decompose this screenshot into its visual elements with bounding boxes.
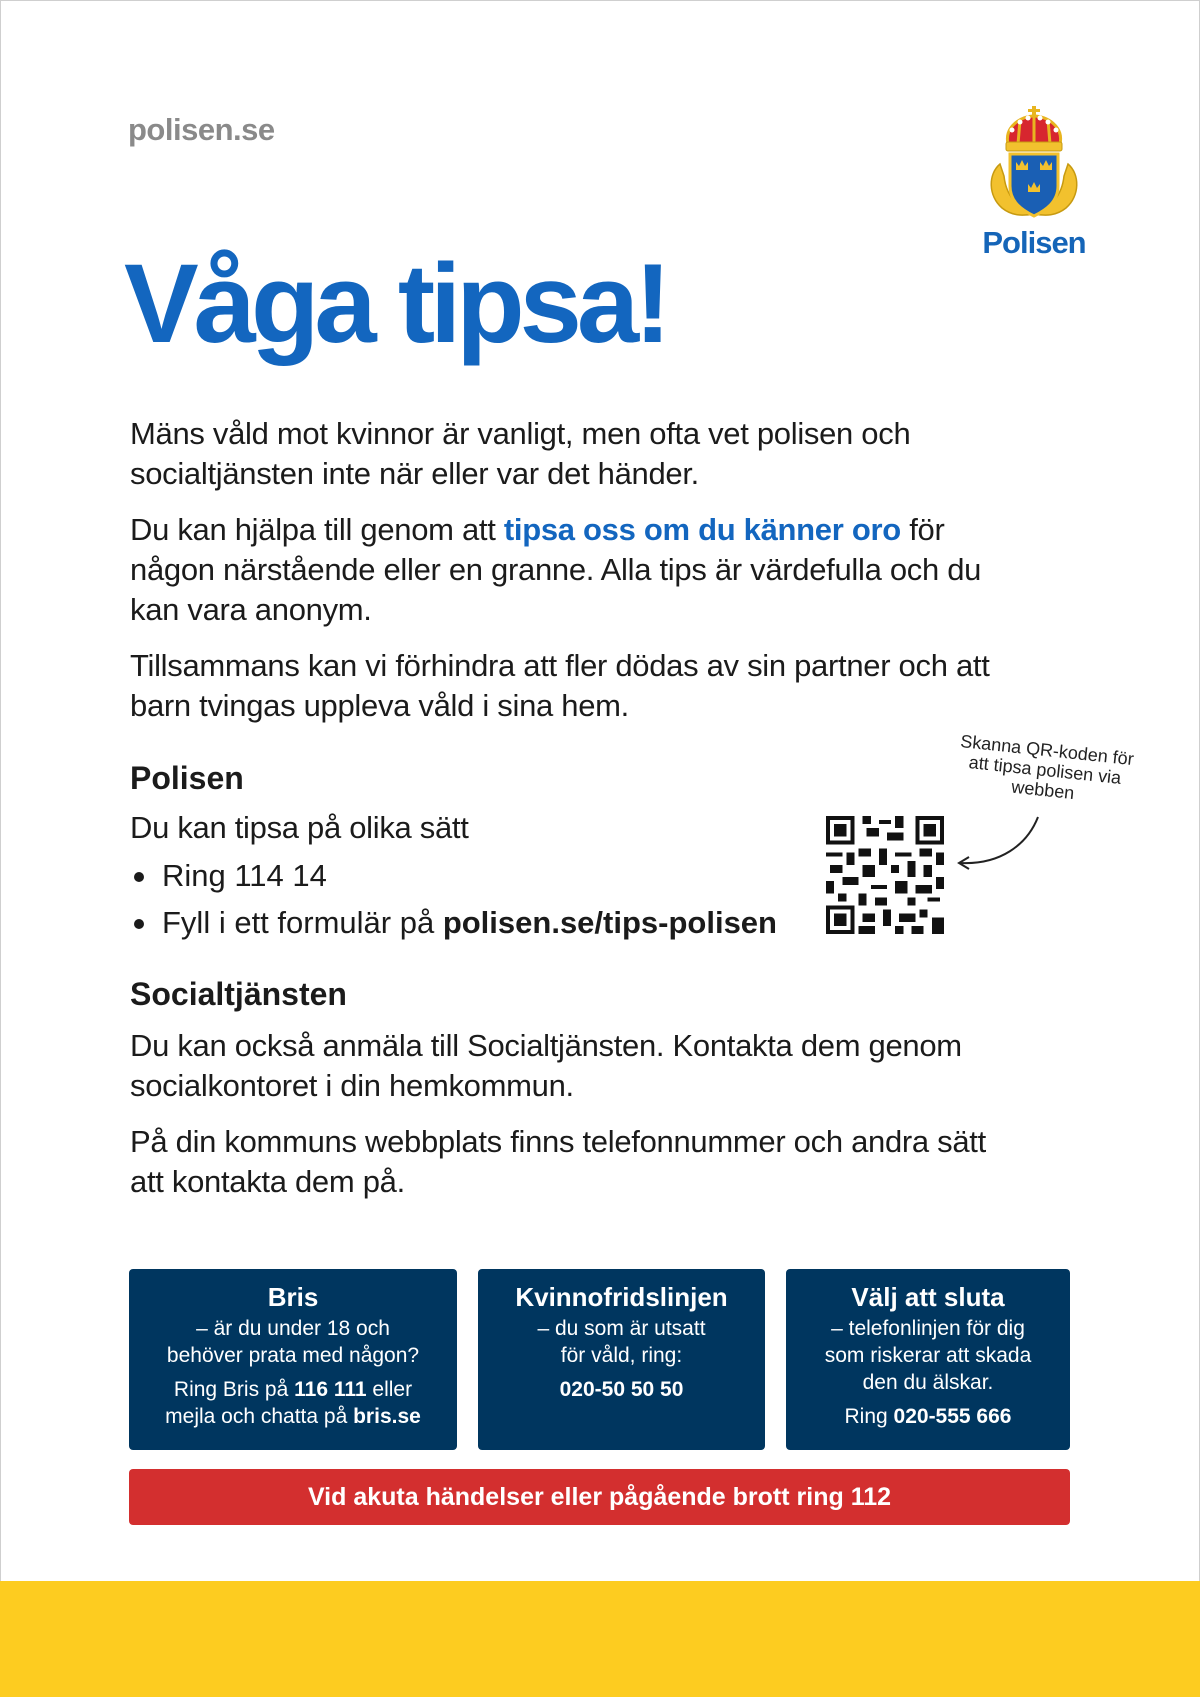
card-valj-att-sluta-line-2: som riskerar att skada xyxy=(824,1344,1032,1367)
card-valj-att-sluta-line-3: den du älskar. xyxy=(862,1371,994,1394)
polisen-bullet-list xyxy=(130,852,777,946)
card-valj-att-sluta-title: Välj att sluta xyxy=(851,1282,1005,1312)
socialtjansten-paragraph-2: På din kommuns webbplats finns telefonnummer och andra sätt att kontakta dem på. xyxy=(130,1124,986,1199)
card-kvinnofridslinjen-line-1: – du som är utsatt xyxy=(537,1317,706,1340)
polisen-logo xyxy=(974,104,1094,261)
intro-paragraph-2-suffix: för någon närstående eller en granne. Alla tips är värdefulla och du kan vara anonym. xyxy=(130,512,982,627)
card-valj-att-sluta-line-1: – telefonlinjen för dig xyxy=(831,1317,1025,1340)
qr-code-icon[interactable] xyxy=(826,816,944,934)
valj-att-sluta-phone-number[interactable]: 020-555 666 xyxy=(893,1405,1012,1428)
intro-paragraph-1: Mäns våld mot kvinnor är vanligt, men ofta vet polisen och socialtjänsten inte när eller var det händer. xyxy=(130,416,911,491)
card-kvinnofridslinjen-title: Kvinnofridslinjen xyxy=(515,1282,728,1312)
footer-yellow-band xyxy=(0,1581,1200,1697)
card-valj-att-sluta-phone-line xyxy=(786,1403,1070,1430)
card-bris-title: Bris xyxy=(267,1282,319,1312)
intro-paragraph-2-prefix: Du kan hjälpa till genom att xyxy=(130,512,504,547)
bris-chat-prefix: mejla och chatta på xyxy=(165,1405,354,1428)
bris-ring-suffix: eller xyxy=(366,1378,413,1401)
emergency-alert-banner: Vid akuta händelser eller pågående brott ring 112 xyxy=(129,1469,1070,1525)
card-kvinnofridslinjen-line-2: för våld, ring: xyxy=(560,1344,683,1367)
socialtjansten-heading: Socialtjänsten xyxy=(130,976,347,1012)
bullet-call xyxy=(130,852,777,899)
polisen-subtitle: Du kan tipsa på olika sätt xyxy=(130,810,469,845)
card-bris xyxy=(129,1269,457,1450)
bris-ring-prefix: Ring Bris på xyxy=(173,1378,295,1401)
intro-paragraph-3: Tillsammans kan vi förhindra att fler dödas av sin partner och att barn tvingas uppleva våld i sina hem. xyxy=(130,648,990,723)
card-bris-line-3 xyxy=(129,1376,457,1403)
logo-wordmark: Polisen xyxy=(982,225,1086,260)
card-bris-line-4 xyxy=(129,1403,457,1430)
card-bris-line-1: – är du under 18 och xyxy=(196,1317,390,1340)
card-bris-line-2: behöver prata med någon? xyxy=(166,1344,420,1367)
bris-phone-number[interactable]: 116 111 xyxy=(294,1378,367,1401)
tips-url-link[interactable]: polisen.se/tips-polisen xyxy=(442,905,777,940)
form-prefix: Fyll i ett formulär på xyxy=(162,905,443,940)
intro-paragraph-2 xyxy=(130,510,990,630)
polisen-heading: Polisen xyxy=(130,760,244,796)
socialtjansten-paragraph-1: Du kan också anmäla till Socialtjänsten. Kontakta dem genom socialkontoret i din hemkommun. xyxy=(130,1028,962,1103)
police-coat-of-arms-icon xyxy=(982,104,1086,224)
card-valj-att-sluta xyxy=(786,1269,1070,1450)
page-title: Våga tipsa! xyxy=(124,241,667,366)
valj-att-sluta-ring-prefix: Ring xyxy=(844,1405,894,1428)
tips-highlight: tipsa oss om du känner oro xyxy=(503,512,901,547)
bullet-form xyxy=(130,899,777,946)
site-url[interactable]: polisen.se xyxy=(128,112,275,147)
call-number-text: Ring 114 14 xyxy=(162,858,327,893)
kvinnofridslinjen-phone-number[interactable]: 020-50 50 50 xyxy=(559,1378,684,1401)
curved-arrow-icon xyxy=(955,815,1045,875)
card-kvinnofridslinjen xyxy=(478,1269,765,1450)
qr-scan-note: Skanna QR-koden för att tipsa polisen via webben xyxy=(959,731,1135,804)
bris-website-link[interactable]: bris.se xyxy=(353,1405,421,1428)
